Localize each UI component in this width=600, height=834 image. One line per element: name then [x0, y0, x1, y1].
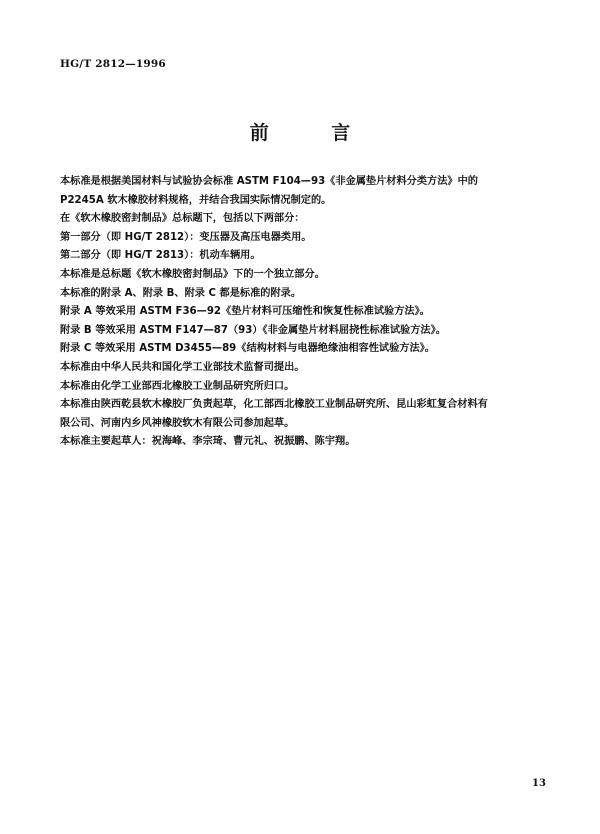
paragraph: 本标准由化学工业部西北橡胶工业制品研究所归口。 [60, 380, 295, 392]
paragraph: 在《软木橡胶密封制品》总标题下，包括以下两部分： [60, 213, 305, 225]
paragraph: 附录 B 等效采用 ASTM F147—87（93）《非金属垫片材料屈挠性标准试验方法》。 [60, 324, 446, 336]
paragraph: 本标准是总标题《软木橡胶密封制品》下的一个独立部分。 [60, 268, 325, 280]
paragraph: 限公司、河南内乡风神橡胶软木有限公司参加起草。 [60, 417, 295, 429]
foreword-body [60, 173, 530, 452]
page-number: 13 [532, 778, 546, 789]
paragraph: 本标准由陕西乾县软木橡胶厂负责起草，化工部西北橡胶工业制品研究所、昆山彩虹复合材料有 [60, 399, 488, 411]
paragraph: 本标准是根据美国材料与试验协会标准 ASTM F104—93《非金属垫片材料分类方法》中的 [60, 176, 478, 187]
paragraph: 本标准由中华人民共和国化学工业部技术监督司提出。 [60, 361, 305, 373]
paragraph: 第二部分（即 HG/T 2813）：机动车辆用。 [60, 250, 261, 262]
paragraph: P2245A 软木橡胶材料规格，并结合我国实际情况制定的。 [60, 194, 332, 206]
standard-code: HG/T 2812—1996 [60, 58, 166, 70]
paragraph: 附录 C 等效采用 ASTM D3455—89《结构材料与电器绝缘油相容性试验方法》。 [60, 343, 435, 355]
paragraph: 第一部分（即 HG/T 2812）：变压器及高压电器类用。 [60, 231, 312, 243]
paragraph: 附录 A 等效采用 ASTM F36—92《垫片材料可压缩性和恢复性标准试验方法》。 [60, 306, 430, 318]
paragraph: 本标准主要起草人：祝海峰、李宗琦、曹元礼、祝振鹏、陈宇翔。 [60, 436, 356, 448]
paragraph: 本标准的附录 A、附录 B、附录 C 都是标准的附录。 [60, 287, 302, 299]
page-title: 前 言 [249, 122, 379, 144]
